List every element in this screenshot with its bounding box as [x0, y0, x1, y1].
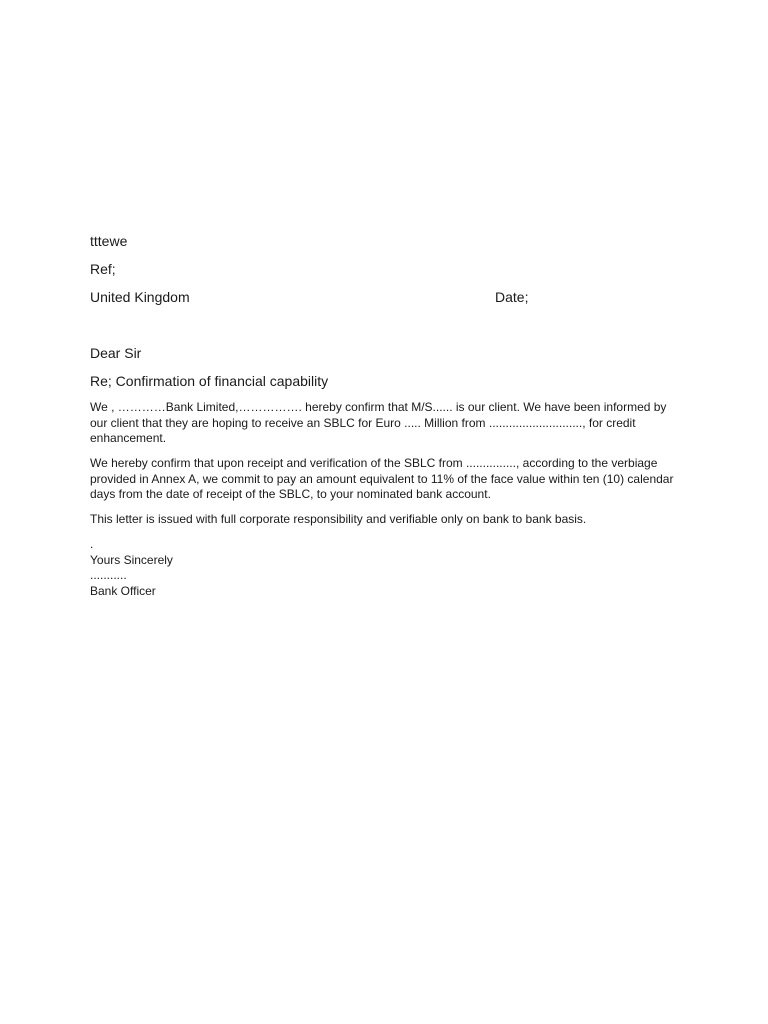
date-label: Date; [495, 289, 529, 305]
location: United Kingdom [90, 289, 190, 305]
body-paragraph-3: This letter is issued with full corporate responsibility and verifiable only on bank to bank basis. [90, 512, 587, 526]
body-paragraph-2: We hereby confirm that upon receipt and verification of the SBLC from ..............., according to the verbiage provided in Annex A, we commit to pay an amount equivalent to 11% of the face value within ten (10) calendar days from the date of receipt of the SBLC, to your nominated bank account. [90, 456, 674, 501]
signature-placeholder: ........... [90, 568, 127, 582]
closing: Yours Sincerely [90, 553, 173, 567]
salutation: Dear Sir [90, 345, 142, 361]
signer-title: Bank Officer [90, 584, 156, 598]
reference-label: Ref; [90, 261, 116, 277]
body-paragraph-1: We , …………Bank Limited,……………. hereby confirm that M/S...... is our client. We have been informed by our client that they are hoping to receive an SBLC for Euro ..... Million from ............................, for credit enhancement. [90, 400, 667, 445]
separator-dot: . [90, 537, 94, 551]
subject-line: Re; Confirmation of financial capability [90, 373, 329, 389]
sender-name: tttewe [90, 233, 128, 249]
